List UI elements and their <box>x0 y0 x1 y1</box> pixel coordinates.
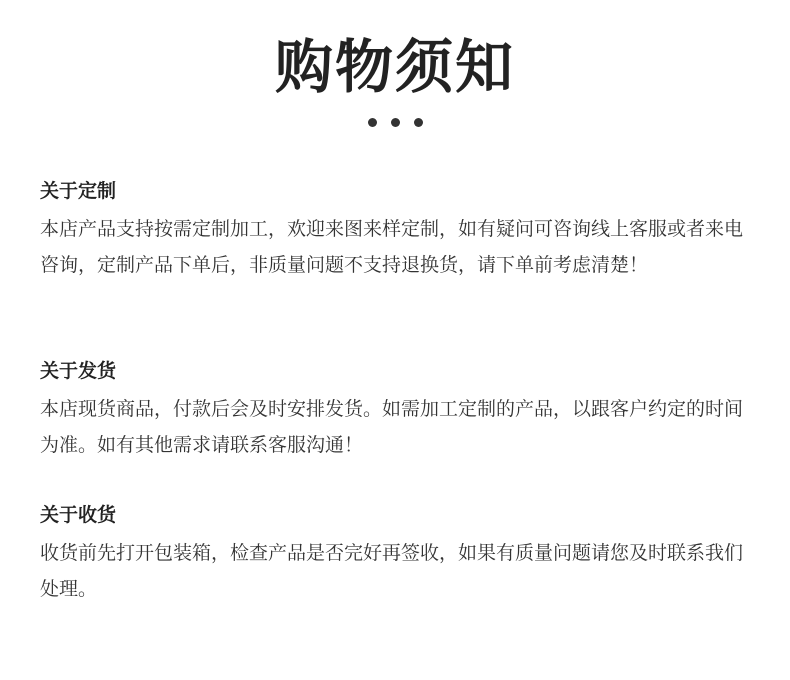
section-heading: 关于收货 <box>40 504 117 526</box>
section-customization <box>40 178 752 283</box>
section-heading: 关于定制 <box>40 180 117 202</box>
section-body: 本店现货商品，付款后会及时安排发货。如需加工定制的产品，以跟客户约定的时间为准。如有其他需求请联系客服沟通！ <box>40 398 744 456</box>
title-divider-dots <box>0 118 790 127</box>
divider-dot <box>391 118 400 127</box>
section-body: 收货前先打开包装箱，检查产品是否完好再签收，如果有质量问题请您及时联系我们处理。 <box>40 542 744 600</box>
section-heading: 关于发货 <box>40 360 117 382</box>
section-shipping <box>40 358 752 463</box>
page-title: 购物须知 <box>274 33 515 101</box>
divider-dot <box>368 118 377 127</box>
section-body: 本店产品支持按需定制加工，欢迎来图来样定制，如有疑问可咨询线上客服或者来电咨询，定制产品下单后，非质量问题不支持退换货，请下单前考虑清楚！ <box>40 218 744 276</box>
divider-dot <box>414 118 423 127</box>
section-receiving <box>40 502 752 607</box>
